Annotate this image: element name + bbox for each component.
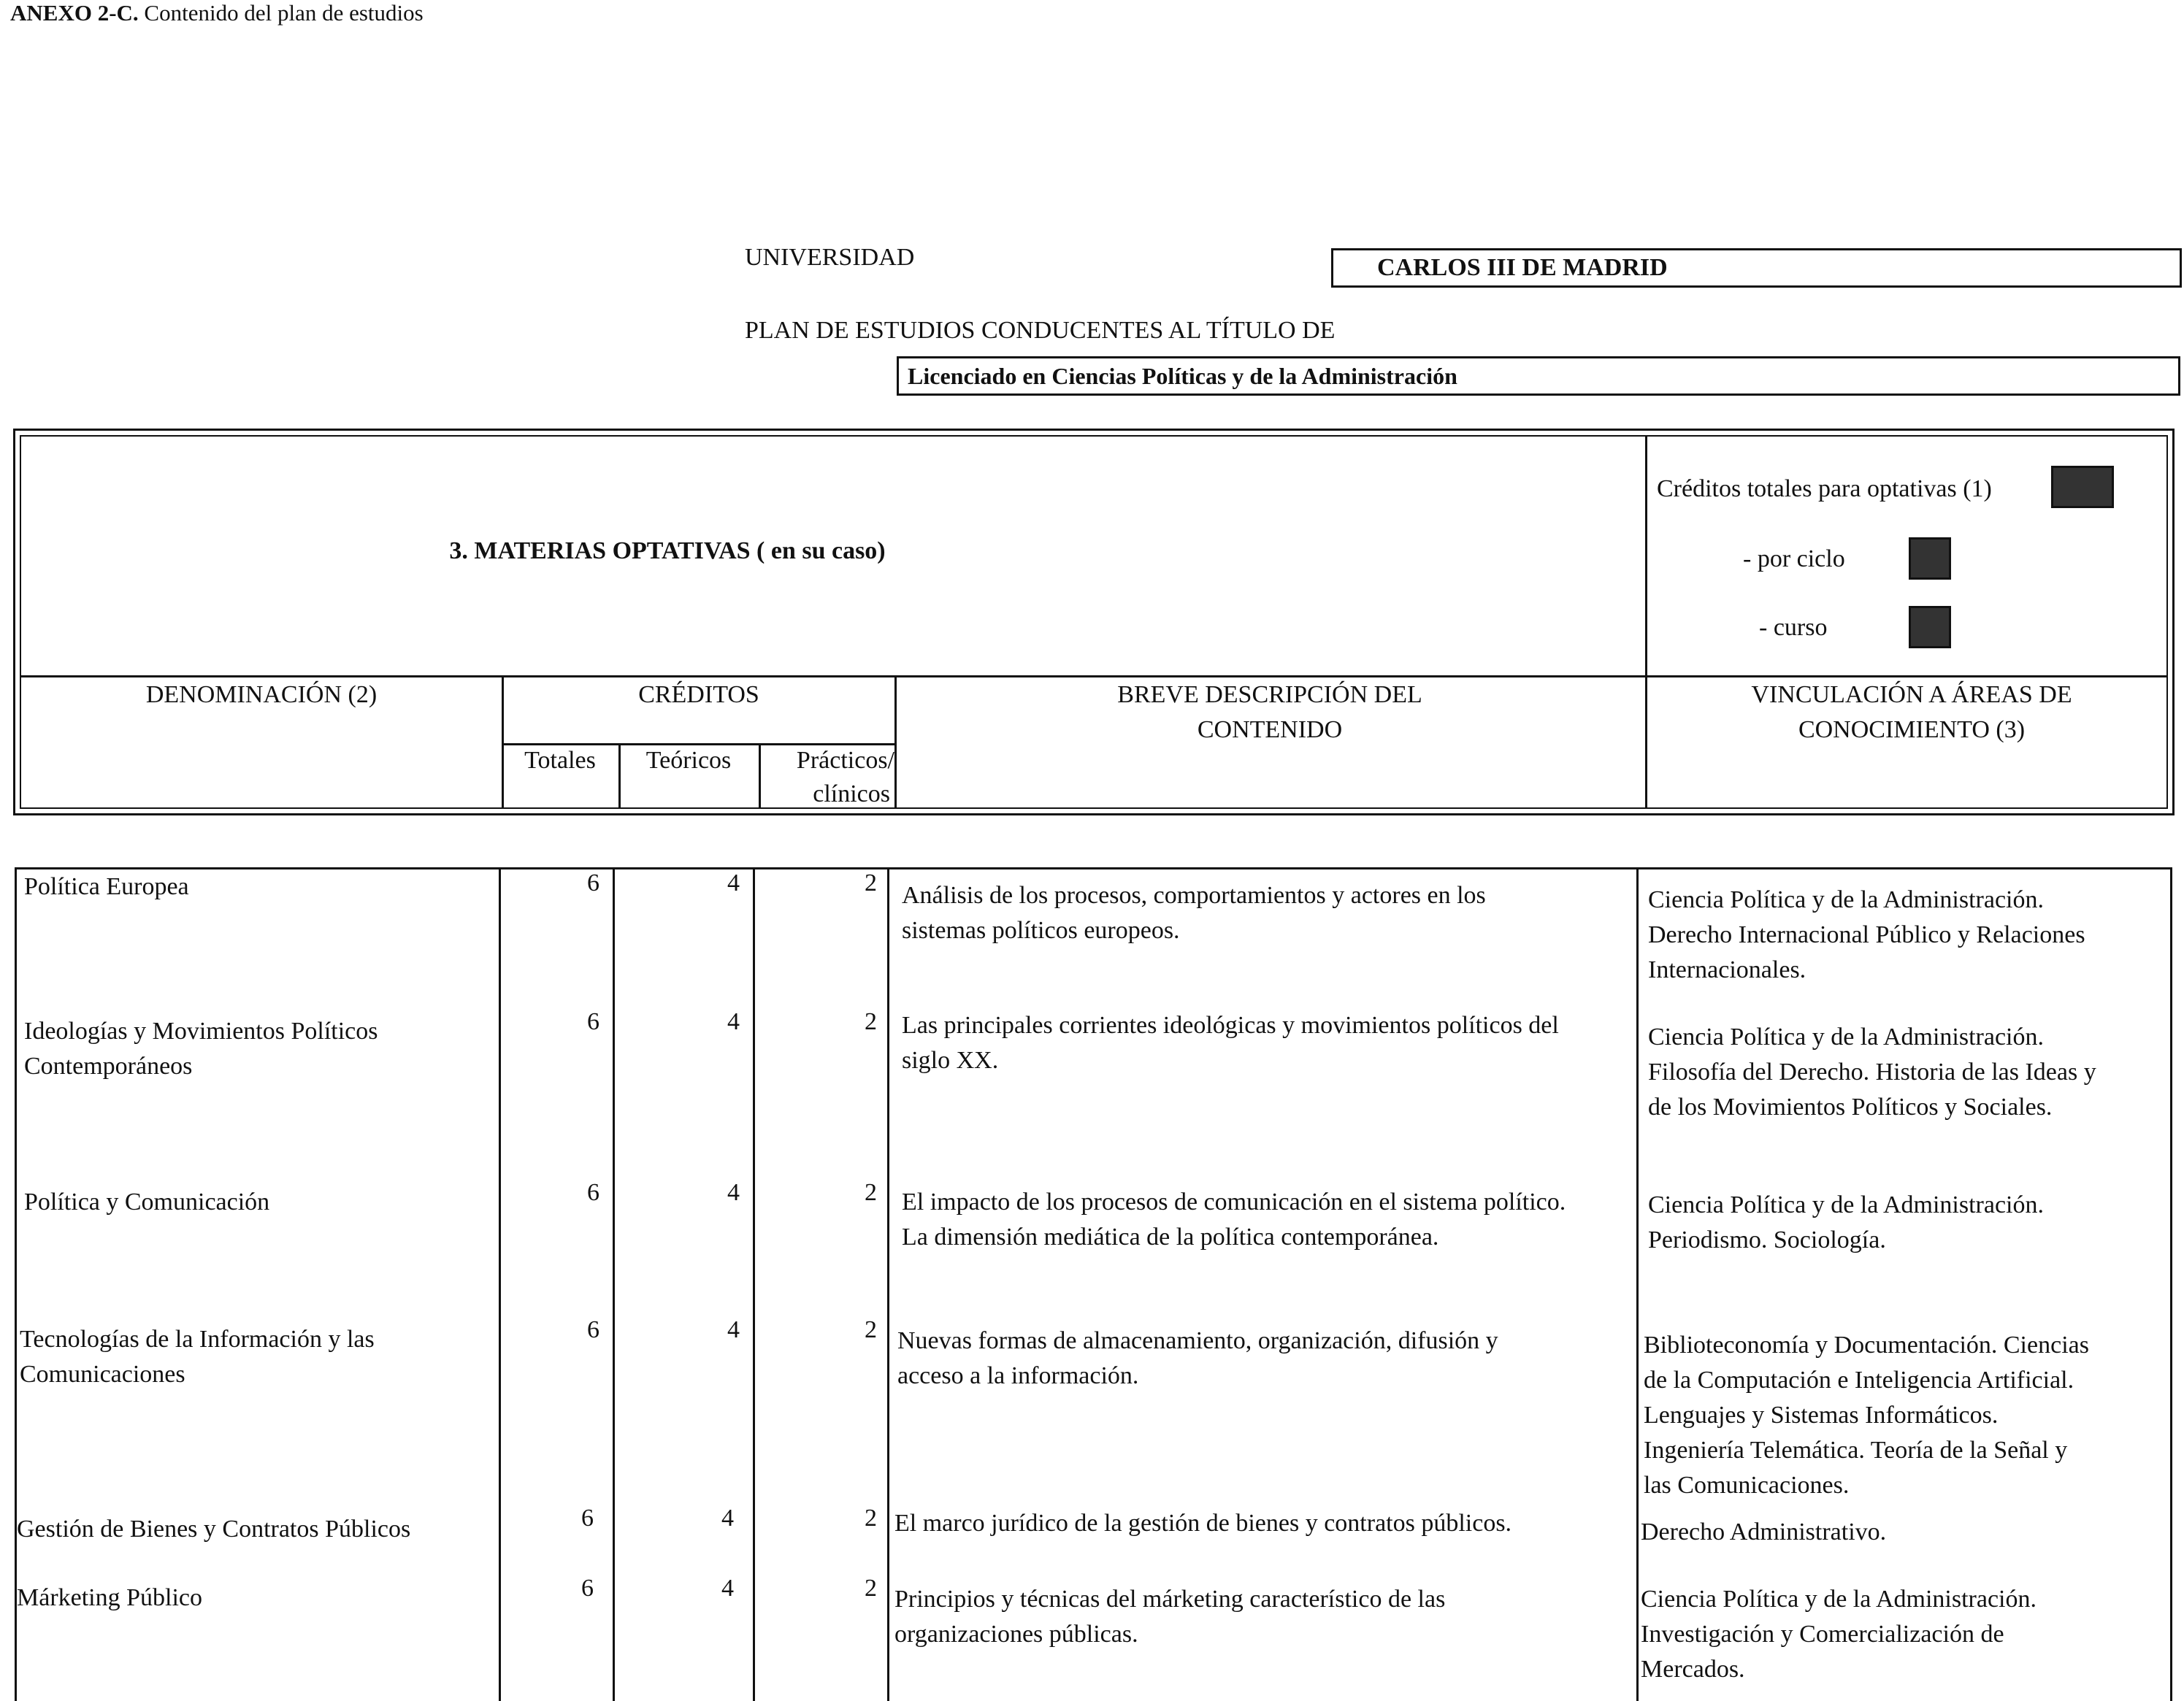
body-col-divider-2 bbox=[613, 869, 615, 1701]
row-1-totales: 6 bbox=[587, 869, 599, 896]
row-1-desc-1: Análisis de los procesos, comportamientos y actores en los bbox=[902, 882, 1486, 909]
row-2-desc-1: Las principales corrientes ideológicas y movimientos políticos del bbox=[902, 1012, 1559, 1039]
section-header-inner bbox=[20, 435, 2168, 809]
header-creditos: CRÉDITOS bbox=[638, 681, 759, 708]
materias-table bbox=[15, 867, 2172, 1701]
row-5-name: Gestión de Bienes y Contratos Públicos bbox=[17, 1516, 411, 1543]
right-col-divider bbox=[1645, 437, 1647, 807]
row-2-totales: 6 bbox=[587, 1008, 599, 1035]
creditos-totales-box bbox=[2051, 466, 2114, 508]
row-3-totales: 6 bbox=[587, 1179, 599, 1206]
anexo-bold: ANEXO 2-C. bbox=[10, 0, 139, 26]
row-3-teoricos: 4 bbox=[727, 1179, 740, 1206]
row-1-practicos: 2 bbox=[865, 869, 877, 896]
row-2-name-1: Ideologías y Movimientos Políticos bbox=[24, 1018, 378, 1045]
row-4-desc-2: acceso a la información. bbox=[897, 1362, 1139, 1389]
row-5-totales: 6 bbox=[581, 1505, 594, 1532]
row-6-totales: 6 bbox=[581, 1575, 594, 1602]
header-totales: Totales bbox=[524, 747, 596, 774]
row-2-name-2: Contemporáneos bbox=[24, 1053, 193, 1080]
row-2-practicos: 2 bbox=[865, 1008, 877, 1035]
header-teoricos: Teóricos bbox=[645, 747, 732, 774]
row-2-area-1: Ciencia Política y de la Administración. bbox=[1648, 1024, 2044, 1051]
curso-label: - curso bbox=[1759, 614, 1828, 641]
plan-label: PLAN DE ESTUDIOS CONDUCENTES AL TÍTULO DE bbox=[745, 317, 1336, 344]
section-header-box bbox=[13, 429, 2175, 815]
row-4-desc-1: Nuevas formas de almacenamiento, organización, difusión y bbox=[897, 1327, 1498, 1354]
row-4-totales: 6 bbox=[587, 1316, 599, 1343]
anexo-heading bbox=[10, 0, 424, 26]
row-4-name-1: Tecnologías de la Información y las bbox=[20, 1326, 375, 1353]
row-4-area-4: Ingeniería Telemática. Teoría de la Señal y bbox=[1644, 1437, 2068, 1464]
creditos-totales-label bbox=[1657, 472, 1992, 507]
row-3-area-2: Periodismo. Sociología. bbox=[1648, 1226, 1886, 1253]
row-3-desc-2: La dimensión mediática de la política contemporánea. bbox=[902, 1224, 1439, 1251]
row-3-area-1: Ciencia Política y de la Administración. bbox=[1648, 1191, 2044, 1218]
row-4-area-2: de la Computación e Inteligencia Artificial. bbox=[1644, 1367, 2074, 1394]
creditos-totales-text: Créditos totales para optativas (1) bbox=[1657, 475, 1992, 502]
row-6-area-3: Mercados. bbox=[1641, 1656, 1745, 1683]
row-5-teoricos: 4 bbox=[721, 1505, 734, 1532]
row-3-name: Política y Comunicación bbox=[24, 1189, 270, 1216]
por-ciclo-label: - por ciclo bbox=[1743, 545, 1845, 572]
row-1-area-1: Ciencia Política y de la Administración. bbox=[1648, 886, 2044, 913]
row-2-area-3: de los Movimientos Políticos y Sociales. bbox=[1648, 1094, 2053, 1121]
row-6-desc-2: organizaciones públicas. bbox=[894, 1621, 1138, 1648]
header-practicos: Prácticos/ bbox=[796, 747, 894, 774]
header-denominacion: DENOMINACIÓN (2) bbox=[145, 681, 378, 708]
row-6-area-1: Ciencia Política y de la Administración. bbox=[1641, 1586, 2037, 1613]
row-4-area-3: Lenguajes y Sistemas Informáticos. bbox=[1644, 1402, 1999, 1429]
header-clinicos: clínicos bbox=[813, 780, 890, 807]
row-1-desc-2: sistemas políticos europeos. bbox=[902, 917, 1180, 944]
row-6-area-2: Investigación y Comercialización de bbox=[1641, 1621, 2004, 1648]
header-vinculacion-1: VINCULACIÓN A ÁREAS DE bbox=[1751, 681, 2072, 708]
row-4-practicos: 2 bbox=[865, 1316, 877, 1343]
row-6-desc-1: Principios y técnicas del márketing característico de las bbox=[894, 1586, 1446, 1613]
row-3-desc-1: El impacto de los procesos de comunicación en el sistema político. bbox=[902, 1189, 1566, 1216]
universidad-label: UNIVERSIDAD bbox=[745, 244, 915, 271]
header-descripcion-2: CONTENIDO bbox=[1197, 716, 1343, 743]
row-1-name: Política Europea bbox=[24, 873, 189, 900]
row-1-teoricos: 4 bbox=[727, 869, 740, 896]
row-4-area-1: Biblioteconomía y Documentación. Ciencias bbox=[1644, 1332, 2089, 1359]
body-col-divider-5 bbox=[1636, 869, 1639, 1701]
row-5-area-1: Derecho Administrativo. bbox=[1641, 1518, 1887, 1546]
anexo-text: Contenido del plan de estudios bbox=[144, 0, 424, 26]
por-ciclo-box bbox=[1909, 537, 1951, 580]
row-1-area-3: Internacionales. bbox=[1648, 956, 1806, 983]
row-3-practicos: 2 bbox=[865, 1179, 877, 1206]
row-6-practicos: 2 bbox=[865, 1575, 877, 1602]
body-col-divider-3 bbox=[753, 869, 755, 1701]
body-col-divider-1 bbox=[499, 869, 501, 1701]
row-6-name: Márketing Público bbox=[17, 1584, 203, 1611]
curso-box bbox=[1909, 606, 1951, 648]
titulo-value: Licenciado en Ciencias Políticas y de la Administración bbox=[897, 356, 2180, 396]
row-4-name-2: Comunicaciones bbox=[20, 1361, 185, 1388]
universidad-value: CARLOS III DE MADRID bbox=[1331, 248, 2182, 288]
row-5-practicos: 2 bbox=[865, 1505, 877, 1532]
body-col-divider-4 bbox=[887, 869, 889, 1701]
row-6-teoricos: 4 bbox=[721, 1575, 734, 1602]
header-descripcion-1: BREVE DESCRIPCIÓN DEL bbox=[1117, 681, 1422, 708]
row-2-desc-2: siglo XX. bbox=[902, 1047, 999, 1074]
row-1-area-2: Derecho Internacional Público y Relaciones bbox=[1648, 921, 2085, 948]
row-4-area-5: las Comunicaciones. bbox=[1644, 1472, 1850, 1499]
row-5-desc-1: El marco jurídico de la gestión de bienes y contratos públicos. bbox=[894, 1510, 1512, 1537]
row-2-teoricos: 4 bbox=[727, 1008, 740, 1035]
row-2-area-2: Filosofía del Derecho. Historia de las Ideas y bbox=[1648, 1059, 2096, 1086]
header-vinculacion-2: CONOCIMIENTO (3) bbox=[1798, 716, 2026, 743]
row-4-teoricos: 4 bbox=[727, 1316, 740, 1343]
section-title: 3. MATERIAS OPTATIVAS ( en su caso) bbox=[449, 537, 886, 564]
